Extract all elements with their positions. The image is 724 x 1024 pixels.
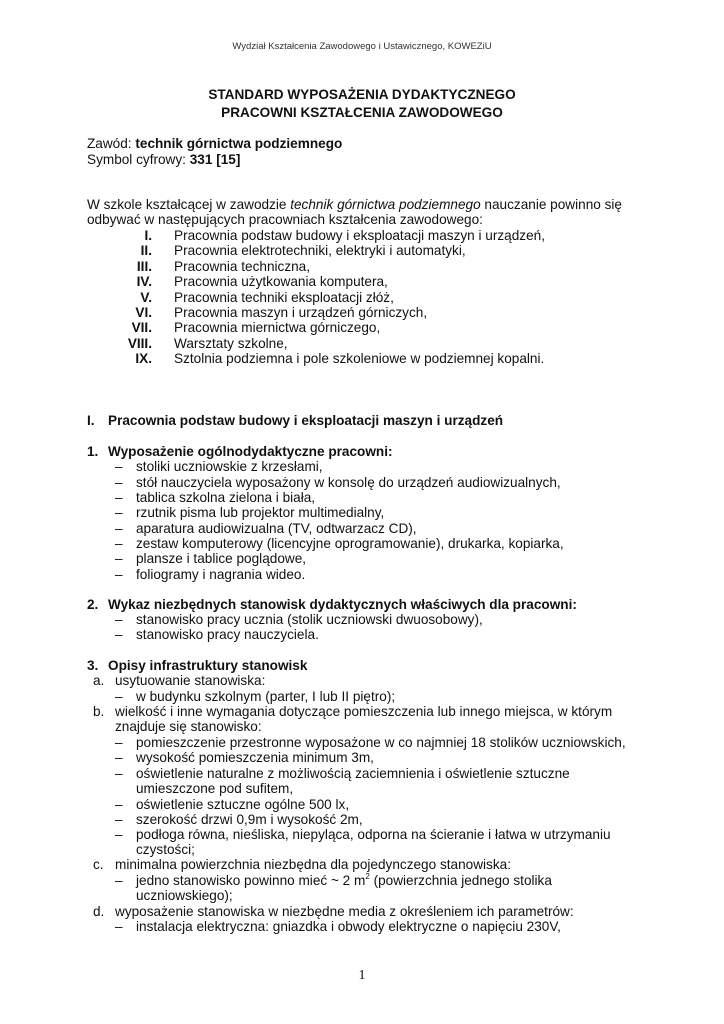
s3d-item: instalacja elektryczna: gniazdka i obwody elektryczne o napięciu 230V, — [136, 919, 561, 934]
section-heading — [87, 413, 504, 428]
workshop-item: Pracownia elektrotechniki, elektryki i automatyki, — [174, 243, 466, 258]
workshop-number: VIII. — [127, 336, 152, 351]
s3c-dash: – — [115, 873, 123, 888]
s3-number: 3. — [87, 658, 99, 673]
s3d-label: d. — [93, 904, 105, 919]
s3a-dash: – — [115, 689, 123, 704]
title-line-2: PRACOWNI KSZTAŁCENIA ZAWODOWEGO — [221, 105, 503, 120]
section-title: Pracownia podstaw budowy i eksploatacji maszyn i urządzeń — [108, 413, 504, 428]
s3c-label: c. — [93, 857, 104, 872]
list-dash: – — [115, 612, 123, 627]
section-number: I. — [87, 413, 95, 428]
list-item: foliogramy i nagrania wideo. — [136, 567, 306, 582]
list-dash: – — [115, 505, 123, 520]
zawod-label: Zawód: — [87, 136, 136, 151]
s3d-dash: – — [115, 919, 123, 934]
workshop-number: II. — [140, 243, 152, 258]
list-item: oświetlenie naturalne z możliwością zaciemnienia i oświetlenie sztuczne — [136, 766, 570, 781]
list-item: podłoga równa, nieśliska, niepyląca, odporna na ścieranie i łatwa w utrzymaniu — [136, 827, 611, 842]
s3c-item-a: jedno stanowisko powinno mieć ~ 2 m — [136, 873, 366, 888]
list-dash: – — [115, 735, 123, 750]
running-header: Wydział Kształcenia Zawodowego i Ustawicznego, KOWEZiU — [232, 41, 492, 52]
s2-title: Wykaz niezbędnych stanowisk dydaktycznych właściwych dla pracowni: — [108, 597, 577, 612]
s3a-label: a. — [93, 673, 105, 688]
list-item: stół nauczyciela wyposażony w konsolę do urządzeń audiowizualnych, — [136, 475, 561, 490]
list-item: aparatura audiowizualna (TV, odtwarzacz CD), — [136, 521, 417, 536]
zawod-line — [87, 136, 342, 151]
zawod-value: technik górnictwa podziemnego — [135, 136, 343, 151]
workshop-item: Pracownia miernictwa górniczego, — [174, 320, 381, 335]
symbol-label: Symbol cyfrowy: — [87, 152, 190, 167]
workshop-item: Pracownia techniki eksploatacji złóż, — [174, 290, 394, 305]
list-item: stoliki uczniowskie z krzesłami, — [136, 459, 323, 474]
list-dash: – — [115, 750, 123, 765]
list-dash: – — [115, 797, 123, 812]
symbol-value: 331 [15] — [189, 152, 241, 167]
workshop-number: V. — [140, 290, 152, 305]
intro-text-b: nauczanie powinno się — [480, 197, 622, 212]
workshop-item: Pracownia użytkowania komputera, — [174, 274, 388, 289]
list-item: rzutnik pisma lub projektor multimedialny, — [136, 505, 385, 520]
s3c-item-b: (powierzchnia jednego stolika — [369, 873, 552, 888]
list-item: plansze i tablice poglądowe, — [136, 551, 307, 566]
s3b-text-2: znajduje się stanowisko: — [115, 719, 262, 734]
list-dash: – — [115, 459, 123, 474]
workshop-number: III. — [136, 259, 152, 274]
workshop-item: Pracownia maszyn i urządzeń górniczych, — [174, 305, 428, 320]
title-line-1: STANDARD WYPOSAŻENIA DYDAKTYCZNEGO — [208, 87, 516, 102]
symbol-line — [87, 152, 240, 167]
intro-line-2: odbywać w następujących pracowniach kształcenia zawodowego: — [87, 212, 483, 227]
workshop-item: Sztolnia podziemna i pole szkoleniowe w podziemnej kopalni. — [174, 351, 545, 366]
list-item: stanowisko pracy nauczyciela. — [136, 627, 319, 642]
list-dash: – — [115, 536, 123, 551]
s3a-text: usytuowanie stanowiska: — [115, 673, 266, 688]
workshop-number: VI. — [135, 305, 152, 320]
workshop-item: Pracownia podstaw budowy i eksploatacji maszyn i urządzeń, — [174, 228, 545, 243]
list-item: wysokość pomieszczenia minimum 3m, — [136, 750, 374, 765]
s1-heading — [87, 444, 393, 459]
page-number: 1 — [358, 968, 366, 983]
list-dash: – — [115, 766, 123, 781]
intro-text-a: W szkole kształcącej w zawodzie — [87, 197, 291, 212]
workshop-number: I. — [144, 228, 152, 243]
s3b-text-1: wielkość i inne wymagania dotyczące pomieszczenia lub innego miejsca, w którym — [115, 704, 613, 719]
s1-title: Wyposażenie ogólnodydaktyczne pracowni: — [108, 444, 393, 459]
s3c-item-sup: 2 — [365, 872, 370, 881]
list-item: pomieszczenie przestronne wyposażone w co najmniej 18 stolików uczniowskich, — [136, 735, 626, 750]
workshop-item: Pracownia techniczna, — [174, 259, 311, 274]
workshop-number: IV. — [136, 274, 152, 289]
s2-number: 2. — [87, 597, 99, 612]
list-item: czystości; — [136, 842, 195, 857]
intro-line-1 — [87, 197, 622, 212]
workshop-number: VII. — [131, 320, 152, 335]
list-dash: – — [115, 521, 123, 536]
list-item: oświetlenie sztuczne ogólne 500 lx, — [136, 797, 350, 812]
s3-title: Opisy infrastruktury stanowisk — [108, 658, 308, 673]
s3a-item: w budynku szkolnym (parter, I lub II piętro); — [136, 689, 396, 704]
list-item: zestaw komputerowy (licencyjne oprogramowanie), drukarka, kopiarka, — [136, 536, 564, 551]
s3b-label: b. — [93, 704, 105, 719]
s3c-text: minimalna powierzchnia niezbędna dla pojedynczego stanowiska: — [115, 857, 511, 872]
s3c-item-line-2: uczniowskiego); — [136, 888, 233, 903]
list-item: umieszczone pod sufitem, — [136, 781, 294, 796]
list-dash: – — [115, 827, 123, 842]
list-dash: – — [115, 567, 123, 582]
list-item: szerokość drzwi 0,9m i wysokość 2m, — [136, 812, 363, 827]
list-dash: – — [115, 627, 123, 642]
list-dash: – — [115, 551, 123, 566]
intro-italic: technik górnictwa podziemnego — [290, 197, 481, 212]
list-item: stanowisko pracy ucznia (stolik uczniowski dwuosobowy), — [136, 612, 483, 627]
list-dash: – — [115, 490, 123, 505]
workshop-item: Warsztaty szkolne, — [174, 336, 288, 351]
s3d-text: wyposażenie stanowiska w niezbędne media z określeniem ich parametrów: — [115, 904, 574, 919]
s2-heading — [87, 597, 577, 612]
s1-number: 1. — [87, 444, 99, 459]
list-dash: – — [115, 475, 123, 490]
list-dash: – — [115, 812, 123, 827]
s3-heading — [87, 658, 308, 673]
list-item: tablica szkolna zielona i biała, — [136, 490, 316, 505]
s3c-item — [136, 873, 552, 888]
workshop-number: IX. — [135, 351, 152, 366]
